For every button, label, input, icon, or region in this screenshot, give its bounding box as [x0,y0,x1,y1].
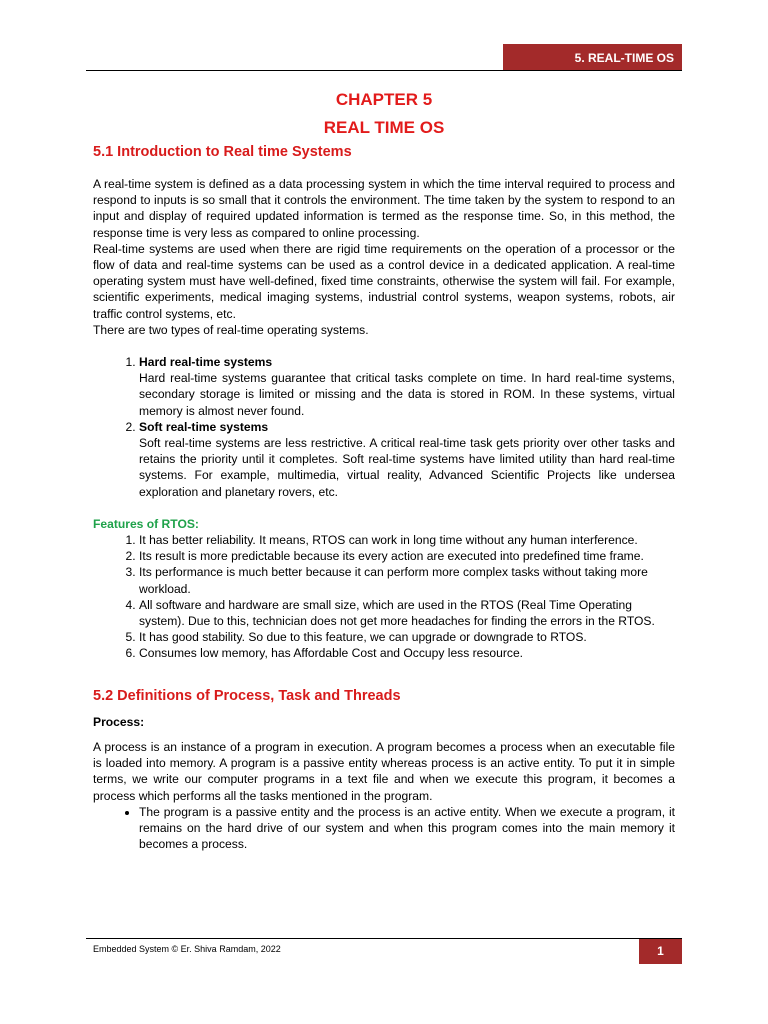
header-chapter-tab: 5. REAL-TIME OS [503,44,682,70]
intro-paragraph-3: There are two types of real-time operating systems. [93,322,369,337]
features-heading: Features of RTOS: [93,516,199,531]
intro-paragraph-2: Real-time systems are used when there are rigid time requirements on the operation of a processor or the flow of data and real-time systems can be used as a control device in a dedicated application. A real-time operating system must have well-defined, fixed time constraints, otherwise the system will fail. For example, scientific experiments, medical imaging systems, industrial control systems, weapon systems, robots, air traffic control systems, etc. [93,241,675,321]
chapter-title: REAL TIME OS [323,118,445,137]
page-number: 1 [639,939,682,964]
section-5-1-heading: 5.1 Introduction to Real time Systems [93,144,352,160]
footer-rule [86,938,682,939]
process-bullets [93,804,675,853]
type-text-hard: Hard real-time systems guarantee that critical tasks complete on time. In hard real-time systems, secondary storage is limited or missing and the data is stored in ROM. In these systems, virtual memory is almost never found. [139,371,675,418]
list-item: • The program is a passive entity and the process is an active entity. When we execute a program, it remains on the hard drive of our system and when this program comes into the main memory it becomes a process. [139,804,675,853]
features-list [93,532,675,662]
list-item [139,354,675,419]
type-title-soft: 2. Soft real-time systems [139,419,269,434]
page-body [93,86,675,852]
type-title-hard: 1. Hard real-time systems [139,355,273,370]
header-rule [86,70,682,71]
list-item: 3. Its performance is much better because it can perform more complex tasks without taking more workload. [139,564,675,596]
list-item: 4. All software and hardware are small size, which are used in the RTOS (Real Time Operating system). Due to this, technician does not get more headaches for finding the errors in the RTOS. [139,597,675,629]
process-paragraph: A process is an instance of a program in execution. A program becomes a process when an executable file is loaded into memory. A program is a passive entity whereas process is an active entity. To put it in simple terms, we write our computer programs in a text file and when we execute this program, it becomes a process which performs all the tasks mentioned in the program. [93,739,675,803]
section-5-2-heading: 5.2 Definitions of Process, Task and Threads [93,687,401,704]
list-item: 6. Consumes low memory, has Affordable Cost and Occupy less resource. [139,645,675,661]
process-label: Process: [93,714,145,729]
list-item: 5. It has good stability. So due to this feature, we can upgrade or downgrade to RTOS. [139,629,675,645]
rtos-types-list [93,354,675,500]
list-item [139,419,675,500]
list-item: 1. It has better reliability. It means, RTOS can work in long time without any human interference. [139,532,675,548]
chapter-number: CHAPTER 5 [335,90,433,109]
footer-copyright: Embedded System © Er. Shiva Ramdam, 2022 [93,944,281,954]
intro-paragraph-1: A real-time system is defined as a data processing system in which the time interval required to process and respond to inputs is so small that it controls the environment. The time taken by the system to respond to an input and display of required updated information is termed as the response time. So, in this method, the response time is very less as compared to online processing. [93,177,675,240]
list-item: 2. Its result is more predictable because its every action are executed into predefined time frame. [139,548,675,564]
type-text-soft: Soft real-time systems are less restrictive. A critical real-time task gets priority over other tasks and retains the priority until it completes. Soft real-time systems have limited utility than hard real-time systems. For example, multimedia, virtual reality, Advanced Scientific Projects like undersea exploration and planetary rovers, etc. [139,436,675,499]
